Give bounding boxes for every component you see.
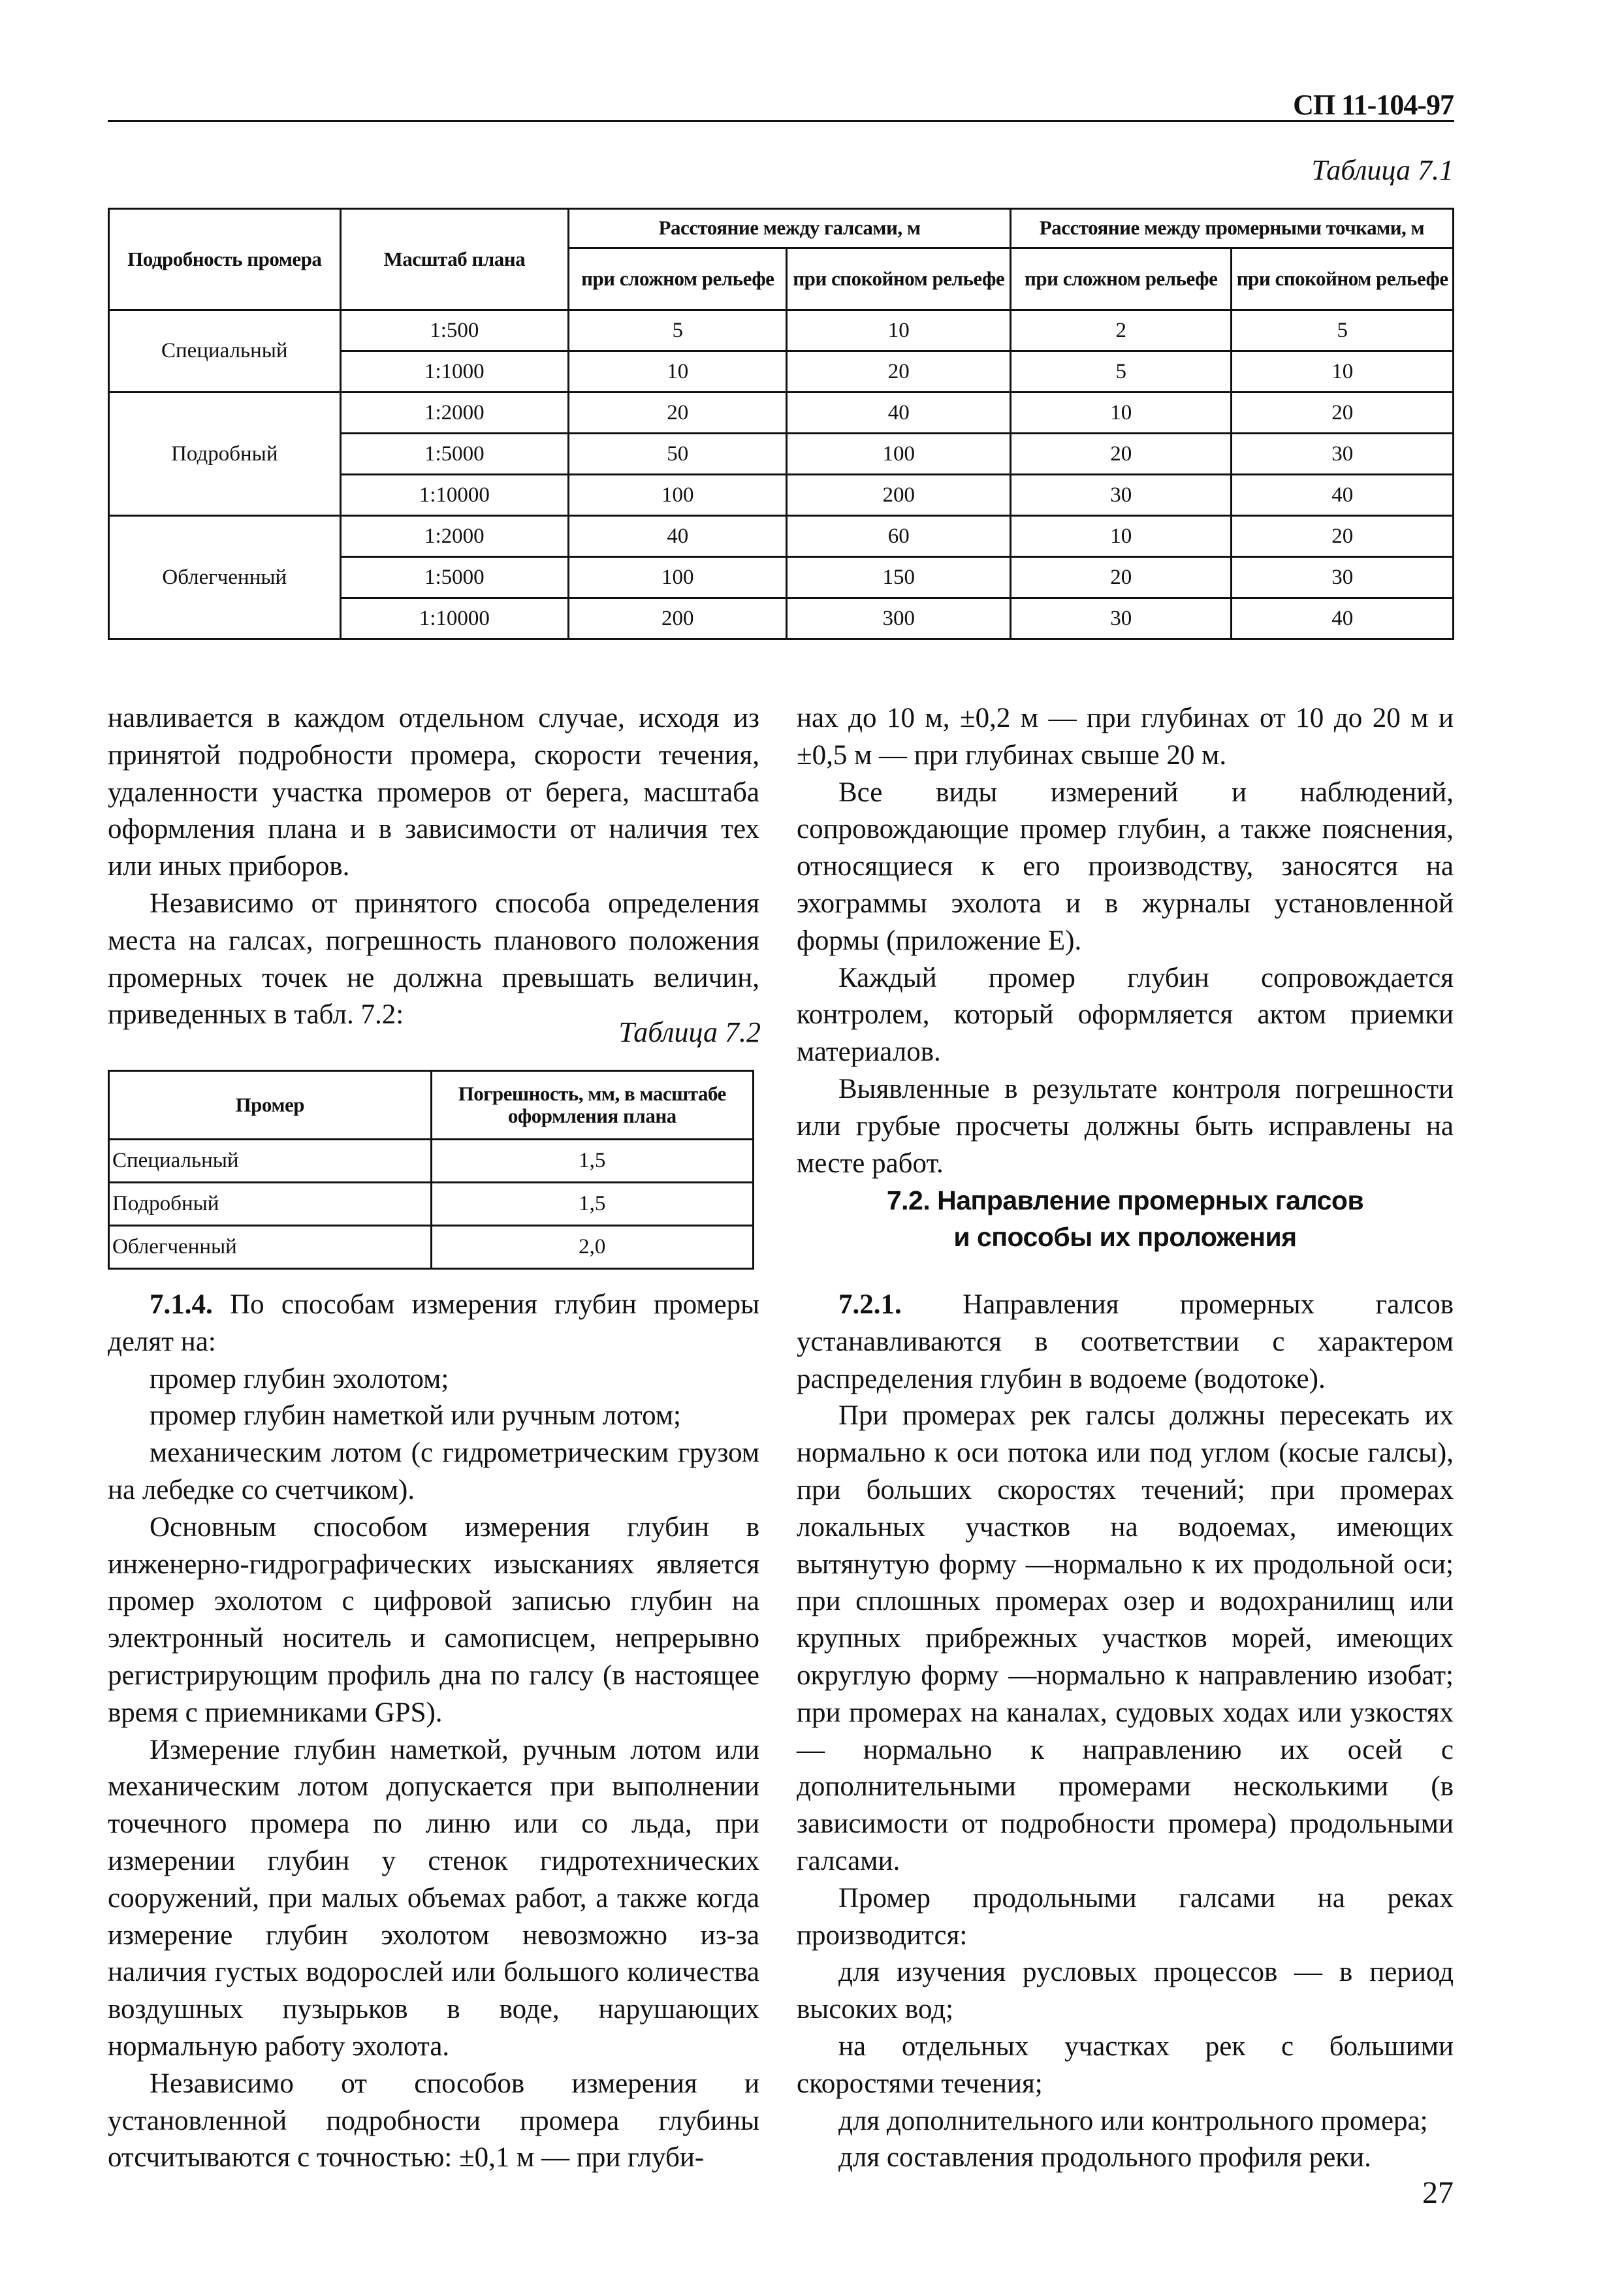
scale-cell: 1:500 <box>340 310 568 351</box>
left-column-bottom <box>108 1287 759 2177</box>
tacks-complex-cell: 20 <box>569 393 787 434</box>
detail-level-cell: Специальный <box>109 310 341 393</box>
right-column-top <box>797 700 1454 1182</box>
table-row <box>109 1226 754 1269</box>
paragraph: Промер продольными галсами на реках производится: <box>797 1882 1454 1951</box>
tacks-calm-cell: 60 <box>787 516 1011 557</box>
scale-cell: 1:1000 <box>340 351 568 393</box>
table-row <box>109 1140 754 1183</box>
scale-cell: 1:2000 <box>340 393 568 434</box>
points-calm-cell: 40 <box>1232 598 1454 639</box>
scale-cell: 1:5000 <box>340 557 568 598</box>
table-row <box>109 310 1454 351</box>
detail-level-cell: Облегченный <box>109 516 341 639</box>
list-item: механическим лотом (с гидрометрическим грузом на лебедке со счетчиком). <box>108 1437 759 1505</box>
paragraph-text: Направления промерных галсов устанавливаются в соответствии с характером распределения глубин в водоеме (водотоке). <box>797 1289 1454 1394</box>
paragraph: навливается в каждом отдельном случае, исходя из принятой подробности промера, скорости течения, удаленности участка промеров от берега, масштаба оформления плана и в зависимости от наличия тех или иных приборов. <box>108 703 759 882</box>
table-7-1-caption: Таблица 7.1 <box>1311 154 1454 186</box>
table-7-2 <box>108 1070 754 1270</box>
tacks-complex-cell: 200 <box>569 598 787 639</box>
points-complex-cell: 30 <box>1010 475 1231 516</box>
header-tack-distance: Расстояние между галсами, м <box>569 209 1011 248</box>
paragraph-7-2-1 <box>797 1287 1454 1398</box>
points-complex-cell: 10 <box>1010 393 1231 434</box>
scale-cell: 1:2000 <box>340 516 568 557</box>
tacks-calm-cell: 40 <box>787 393 1011 434</box>
header-detail: Подробность промера <box>109 209 341 310</box>
header-complex: при сложном рельефе <box>569 248 787 310</box>
error-value-cell: 1,5 <box>431 1183 753 1226</box>
paragraph: Измерение глубин наметкой, ручным лотом или механическим лотом допускается при выполнении точечного промера по линю или со льда, при измерении глубин у стенок гидротехнических сооружений, при малых объемах работ, а также когда измерение глубин эхолотом невозможно из-за наличия густых водорослей или большого количества воздушных пузырьков в воде, нарушающих нормальную работу эхолота. <box>108 1734 759 2062</box>
list-item: для изучения русловых процессов — в период высоких вод; <box>797 1957 1454 2025</box>
error-value-cell: 2,0 <box>431 1226 753 1269</box>
paragraph-text: По способам измерения глубин промеры делят на: <box>108 1289 759 1357</box>
paragraph: Независимо от способов измерения и установленной подробности промера глубины отсчитываются с точностью: ±0,1 м — при глуби- <box>108 2068 759 2173</box>
points-complex-cell: 5 <box>1010 351 1231 393</box>
table-7-2-caption: Таблица 7.2 <box>618 1016 761 1048</box>
paragraph: Выявленные в результате контроля погрешности или грубые просчеты должны быть исправлены на месте работ. <box>797 1073 1454 1179</box>
header-calm: при спокойном рельефе <box>787 248 1011 310</box>
header-calm: при спокойном рельефе <box>1232 248 1454 310</box>
table-7-1 <box>108 208 1454 640</box>
points-complex-cell: 20 <box>1010 434 1231 475</box>
header-error: Погрешность, мм, в масштабе оформления плана <box>431 1071 753 1140</box>
list-item: на отдельных участках рек с большими скоростями течения; <box>797 2030 1454 2099</box>
points-calm-cell: 20 <box>1232 516 1454 557</box>
left-column-top <box>108 700 759 1034</box>
paragraph: Независимо от принятого способа определения места на галсах, погрешность планового положения промерных точек не должна превышать величин, приведенных в табл. 7.2: <box>108 888 759 1031</box>
tacks-calm-cell: 150 <box>787 557 1011 598</box>
section-heading-line: и способы их проложения <box>953 1222 1297 1252</box>
header-complex: при сложном рельефе <box>1010 248 1231 310</box>
survey-type-cell: Специальный <box>109 1140 432 1183</box>
paragraph-7-1-4 <box>108 1287 759 1361</box>
header-point-distance: Расстояние между промерными точками, м <box>1010 209 1453 248</box>
tacks-calm-cell: 200 <box>787 475 1011 516</box>
paragraph: Все виды измерений и наблюдений, сопровождающие промер глубин, а также пояснения, относящиеся к его производству, заносятся на эхограммы эхолота и в журналы установленной формы (приложение Е). <box>797 777 1454 956</box>
paragraph: Основным способом измерения глубин в инженерно-гидрографических изысканиях является промер эхолотом с цифровой записью глубин на электронный носитель и самописцем, непрерывно регистрирующим профиль дна по галсу (в настоящее время с приемниками GPS). <box>108 1511 759 1728</box>
table-row <box>109 516 1454 557</box>
points-calm-cell: 20 <box>1232 393 1454 434</box>
tacks-calm-cell: 10 <box>787 310 1011 351</box>
points-calm-cell: 30 <box>1232 557 1454 598</box>
table-row <box>109 393 1454 434</box>
table-7-1-body <box>109 310 1454 639</box>
points-complex-cell: 30 <box>1010 598 1231 639</box>
section-heading-7-2 <box>797 1182 1454 1255</box>
table-7-2-body <box>109 1140 754 1269</box>
tacks-complex-cell: 100 <box>569 557 787 598</box>
paragraph: нах до 10 м, ±0,2 м — при глубинах от 10 до 20 м и ±0,5 м — при глубинах свыше 20 м. <box>797 703 1454 771</box>
tacks-complex-cell: 5 <box>569 310 787 351</box>
list-item: для дополнительного или контрольного промера; <box>838 2105 1428 2136</box>
document-code: СП 11-104-97 <box>1293 89 1454 121</box>
header-survey: Промер <box>109 1071 432 1140</box>
survey-type-cell: Облегченный <box>109 1226 432 1269</box>
tacks-complex-cell: 100 <box>569 475 787 516</box>
list-item: промер глубин наметкой или ручным лотом; <box>150 1400 681 1432</box>
tacks-complex-cell: 10 <box>569 351 787 393</box>
tacks-complex-cell: 40 <box>569 516 787 557</box>
detail-level-cell: Подробный <box>109 393 341 516</box>
points-calm-cell: 30 <box>1232 434 1454 475</box>
tacks-calm-cell: 100 <box>787 434 1011 475</box>
paragraph: При промерах рек галсы должны пересекать их нормально к оси потока или под углом (косые галсы), при больших скоростях течений; при промерах локальных участков на водоемах, имеющих вытянутую форму —нормально к их продольной оси; при сплошных промерах озер и водохранилищ или крупных прибрежных участков морей, имеющих округлую форму —нормально к направлению изобат; при промерах на каналах, судовых ходах или узкостях — нормально к направлению их осей с дополнительными промерами несколькими (в зависимости от подробности промера) продольными галсами. <box>797 1400 1454 1876</box>
points-complex-cell: 20 <box>1010 557 1231 598</box>
right-column-bottom <box>797 1287 1454 2177</box>
table-row <box>109 1183 754 1226</box>
points-complex-cell: 2 <box>1010 310 1231 351</box>
scale-cell: 1:10000 <box>340 598 568 639</box>
points-complex-cell: 10 <box>1010 516 1231 557</box>
scale-cell: 1:5000 <box>340 434 568 475</box>
scale-cell: 1:10000 <box>340 475 568 516</box>
tacks-calm-cell: 20 <box>787 351 1011 393</box>
clause-number: 7.2.1. <box>838 1289 902 1320</box>
tacks-complex-cell: 50 <box>569 434 787 475</box>
paragraph: Каждый промер глубин сопровождается контролем, который оформляется актом приемки материалов. <box>797 962 1454 1068</box>
section-heading-line: 7.2. Направление промерных галсов <box>886 1185 1364 1215</box>
list-item: промер глубин эхолотом; <box>150 1363 449 1394</box>
clause-number: 7.1.4. <box>150 1289 213 1320</box>
list-item: для составления продольного профиля реки. <box>838 2142 1371 2173</box>
survey-type-cell: Подробный <box>109 1183 432 1226</box>
header-rule <box>108 120 1454 122</box>
tacks-calm-cell: 300 <box>787 598 1011 639</box>
points-calm-cell: 40 <box>1232 475 1454 516</box>
page-number: 27 <box>1422 2175 1454 2210</box>
points-calm-cell: 10 <box>1232 351 1454 393</box>
points-calm-cell: 5 <box>1232 310 1454 351</box>
header-scale: Масштаб плана <box>340 209 568 310</box>
error-value-cell: 1,5 <box>431 1140 753 1183</box>
